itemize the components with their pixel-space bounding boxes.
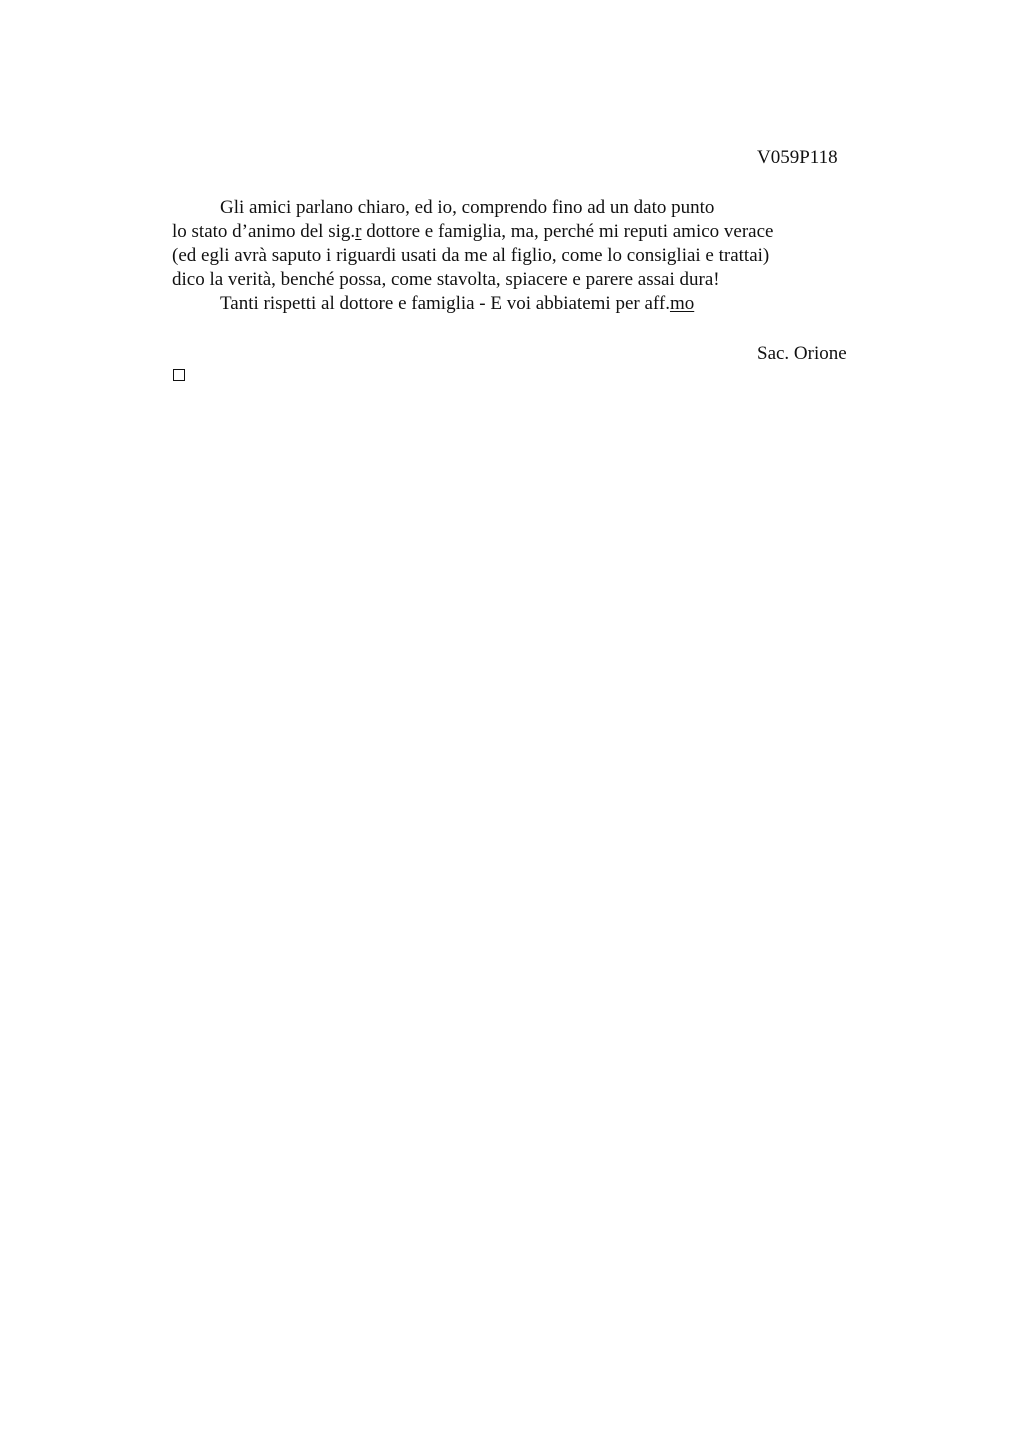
page-reference: V059P118: [757, 147, 838, 168]
letter-line-5: [172, 292, 872, 316]
letter-line-2-end: dottore e famiglia, ma, perché mi reputi amico verace: [361, 221, 774, 242]
letter-body: [172, 196, 872, 316]
letter-line-2-start: lo stato d’animo del sig.: [172, 221, 356, 242]
square-outline-icon: [173, 369, 185, 381]
letter-line-3: (ed egli avrà saputo i riguardi usati da me al figlio, come lo consigliai e trattai): [172, 245, 770, 266]
letter-line-2: [172, 220, 872, 244]
abbreviation-superscript: r: [355, 221, 362, 242]
letter-line-4: dico la verità, benché possa, come stavolta, spiacere e parere assai dura!: [172, 269, 720, 290]
letter-line-5-start: Tanti rispetti al dottore e famiglia - E voi abbiatemi per aff.: [220, 293, 670, 314]
abbreviation-superscript: mo: [669, 293, 695, 314]
letter-line-1: Gli amici parlano chiaro, ed io, comprendo fino ad un dato punto: [220, 197, 715, 218]
signature: Sac. Orione: [757, 343, 847, 364]
